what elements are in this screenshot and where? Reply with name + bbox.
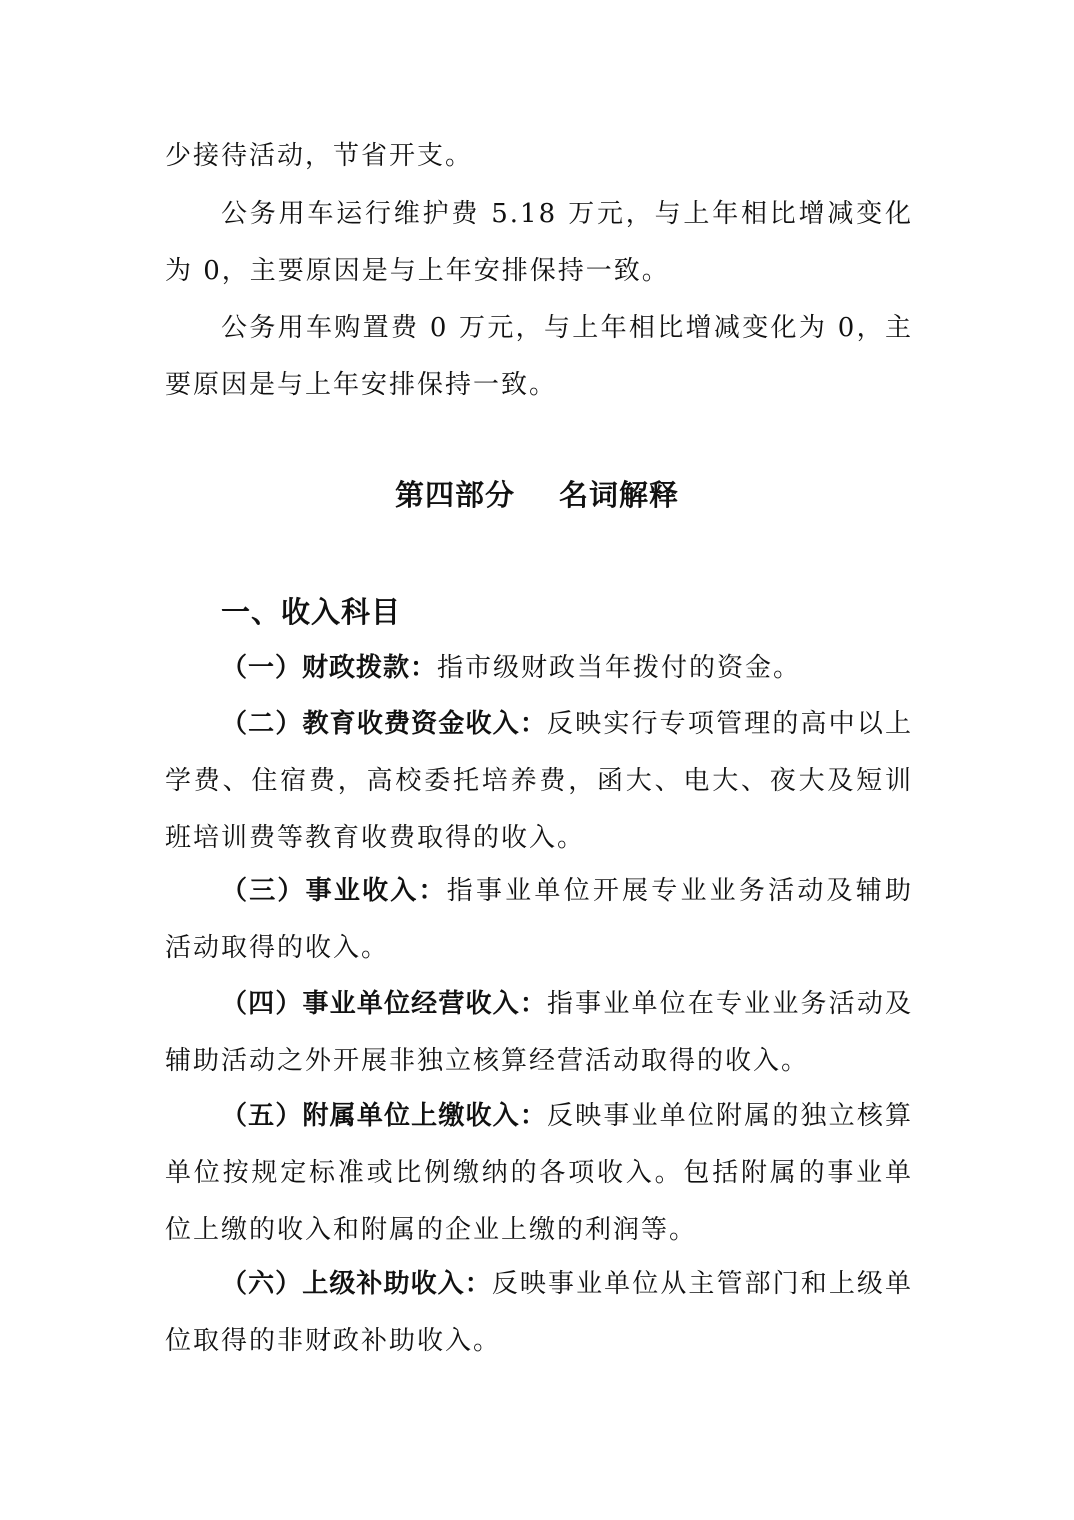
paragraph-text: 公务用车购置费 0 万元，与上年相比增减变化为 0，主要原因是与上年安排保持一致。 (165, 313, 913, 400)
definition-text: 指事业单位在专业业务活动及辅助活动之外开展非独立核算经营活动取得的收入。 (165, 989, 913, 1076)
definition-text: 反映事业单位从主管部门和上级单位取得的非财政补助收入。 (165, 1269, 913, 1356)
definition-term: （二）教育收费资金收入： (221, 709, 547, 739)
definition-text: 反映实行专项管理的高中以上学费、住宿费，高校委托培养费，函大、电大、夜大及短训班培训费等教育收费取得的收入。 (165, 709, 913, 853)
definition-term: （一）财政拨款： (221, 653, 438, 683)
definition-term: （四）事业单位经营收入： (221, 989, 547, 1019)
definition-text: 反映事业单位附属的独立核算单位按规定标准或比例缴纳的各项收入。包括附属的事业单位上缴的收入和附属的企业上缴的利润等。 (165, 1101, 913, 1245)
definition-term: （六）上级补助收入： (221, 1269, 492, 1299)
definition-term: （三）事业收入： (221, 876, 447, 906)
definition-item (165, 640, 913, 697)
definition-term: （五）附属单位上缴收入： (221, 1101, 547, 1131)
part-heading-title: 名词解释 (559, 478, 680, 512)
definition-item (165, 696, 913, 867)
paragraph-hospitality-savings (165, 128, 913, 185)
paragraph-vehicle-maintenance (165, 186, 913, 300)
definition-item (165, 1256, 913, 1370)
part-heading-part: 第四部分 (394, 478, 515, 512)
paragraph-text: 少接待活动，节省开支。 (165, 141, 474, 171)
paragraph-vehicle-purchase (165, 300, 913, 414)
definition-item (165, 976, 913, 1090)
definition-item (165, 1088, 913, 1259)
definition-item (165, 863, 913, 977)
paragraph-text: 公务用车运行维护费 5.18 万元，与上年相比增减变化为 0，主要原因是与上年安排保持一致。 (165, 199, 913, 286)
definition-text: 指事业单位开展专业业务活动及辅助活动取得的收入。 (165, 876, 913, 963)
part-heading (0, 470, 1074, 520)
section-heading: 一、收入科目 (221, 595, 402, 629)
definition-text: 指市级财政当年拨付的资金。 (437, 653, 802, 683)
